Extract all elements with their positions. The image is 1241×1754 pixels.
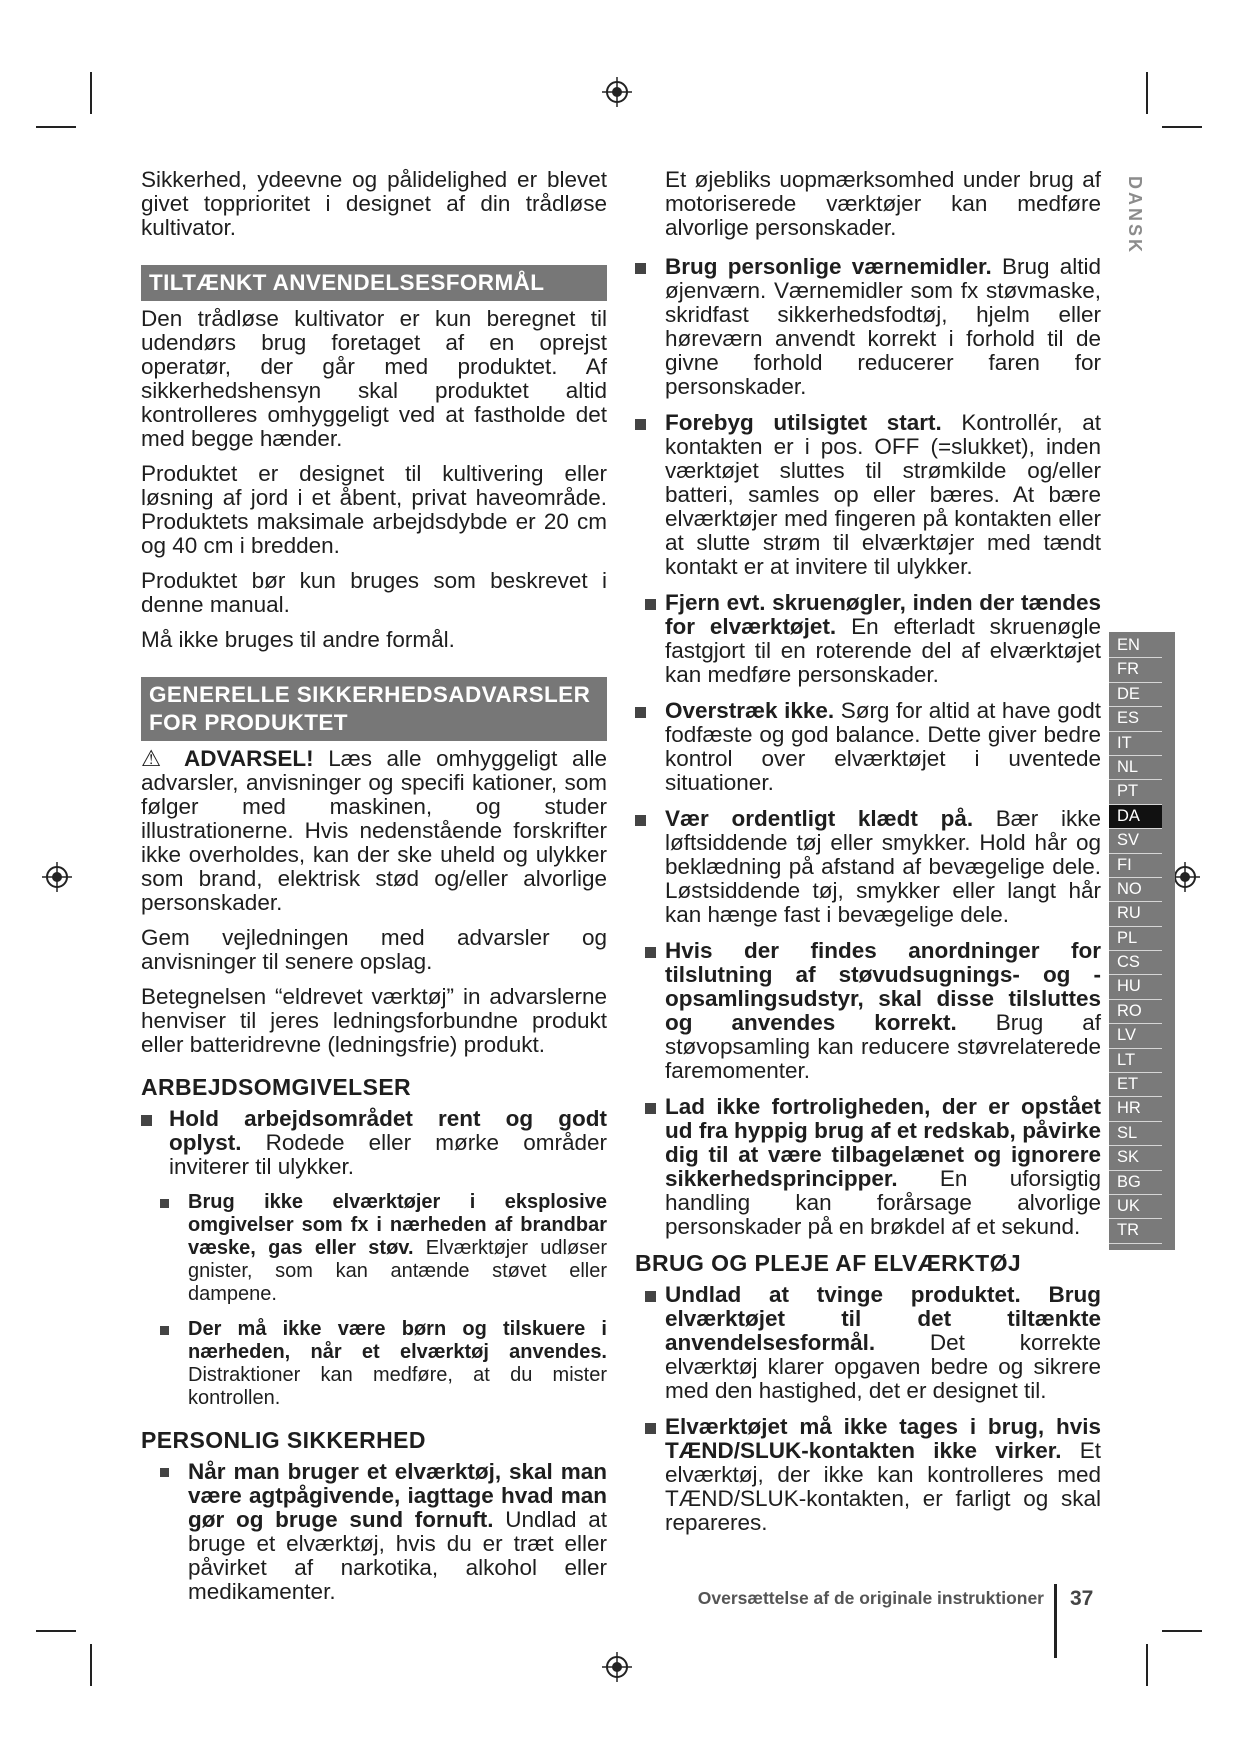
square-bullet-icon <box>635 263 646 274</box>
intro-paragraph: Et øjebliks uopmærksomhed under brug af motoriserede værktøjer kan medføre alvorlige personskader. <box>665 167 1101 240</box>
crop-mark <box>90 72 92 114</box>
warning-label: ADVARSEL! <box>184 746 314 771</box>
bullet-text: Undlad at bruge et elværktøj, hvis du er træt eller påvirket af narkotika, alkohol eller medikamenter. <box>188 1507 607 1604</box>
section-heading-general-safety: GENERELLE SIKKERHEDSADVARSLER FOR PRODUKTET <box>141 677 607 741</box>
language-tab-no[interactable]: NO <box>1109 878 1162 902</box>
language-tab-cs[interactable]: CS <box>1109 951 1162 975</box>
bullet-item <box>657 1415 1101 1535</box>
language-tab-it[interactable]: IT <box>1109 732 1162 756</box>
square-bullet-icon <box>160 1468 169 1477</box>
square-bullet-icon <box>160 1199 169 1208</box>
language-tab-lv[interactable]: LV <box>1109 1024 1162 1048</box>
footer-text: Oversættelse af de originale instruktioner <box>697 1588 1044 1608</box>
bullet-item <box>657 591 1101 687</box>
subheading-personal-safety: PERSONLIG SIKKERHED <box>141 1427 426 1453</box>
square-bullet-icon <box>645 1423 656 1434</box>
bullet-bold: Brug personlige værnemidler. <box>665 254 992 279</box>
language-tab-sv[interactable]: SV <box>1109 829 1162 853</box>
square-bullet-icon <box>635 707 646 718</box>
square-bullet-icon <box>645 947 656 958</box>
bullet-text: En uforsigtig handling kan forårsage alvorlige personskader på en brøkdel af et sekund. <box>665 1166 1101 1239</box>
bullet-text: Kontrollér, at kontakten er i pos. OFF (=slukket), inden værktøjet sluttes til strømkilde og/eller batteri, samles op eller bæres. At bære elværktøjer med fingeren på kontakten eller at slutte strøm til elværktøjer med tændt kontakt er at invitere til ulykker. <box>665 410 1102 579</box>
language-side-label: DANSK <box>1125 176 1145 256</box>
warning-text: Læs alle omhyggeligt alle advarsler, anvisninger og specifi kationer, som følger med maskinen, og studer illustrationerne. Hvis nedenstående forskrifter ikke overholdes, kan der ske uheld og ulykker som brand, elektrisk stød og/eller alvorlige personskader. <box>141 746 607 915</box>
crop-mark <box>1146 1644 1148 1686</box>
bullet-text: Brug altid øjenværn. Værnemidler som fx støvmaske, skridfast sikkerhedsfodtøj, hjelm eller høreværn anvendt korrekt i forhold til de givne forhold reducerer faren for personskader. <box>665 254 1101 399</box>
language-tab-hu[interactable]: HU <box>1109 975 1162 999</box>
bullet-item <box>141 1107 607 1179</box>
right-column <box>635 167 1102 1547</box>
left-column <box>141 168 607 1616</box>
language-tab-sk[interactable]: SK <box>1109 1146 1162 1170</box>
bullet-item <box>635 699 1101 795</box>
paragraph: Den trådløse kultivator er kun beregnet til udendørs brug foretaget af en oprejst operatør, der går med produktet. Af sikkerhedshensyn skal produktet altid kontrolleres omhyggeligt ved at fastholde det med begge hænder. <box>141 306 607 451</box>
section-heading-intended-use: TILTÆNKT ANVENDELSESFORMÅL <box>141 265 607 301</box>
bullet-item <box>160 1460 607 1604</box>
bullet-item <box>635 255 1101 399</box>
crop-mark <box>1162 1630 1202 1632</box>
language-tab-ro[interactable]: RO <box>1109 1000 1162 1024</box>
bullet-text: En efterladt skruenøgle fastgjort til en roterende del af elværktøjet kan medføre personskader. <box>665 614 1101 687</box>
square-bullet-icon <box>635 419 646 430</box>
bullet-bold: Brug ikke elværktøjer i eksplosive omgivelser som fx i nærheden af brandbar væske, gas eller støv. <box>188 1191 607 1259</box>
bullet-bold: Der må ikke være børn og tilskuere i nærheden, når et elværktøj anvendes. <box>188 1318 607 1363</box>
intro-paragraph: Sikkerhed, ydeevne og pålidelighed er blevet givet topprioritet i designet af din trådløse kultivator. <box>141 167 607 240</box>
registration-mark-icon <box>602 77 632 107</box>
bullet-item <box>635 411 1101 579</box>
language-tab-fr[interactable]: FR <box>1109 658 1162 682</box>
bullet-bold: Elværktøjet må ikke tages i brug, hvis TÆND/SLUK-kontakten ikke virker. <box>665 1414 1101 1463</box>
bullet-item <box>657 939 1101 1083</box>
bullet-bold: Hold arbejdsområdet rent og godt oplyst. <box>169 1106 607 1155</box>
language-tab-uk[interactable]: UK <box>1109 1195 1162 1219</box>
bullet-bold: Overstræk ikke. <box>665 698 835 723</box>
bullet-text: Rodede eller mørke områder inviterer til ulykker. <box>169 1130 607 1179</box>
language-tab-es[interactable]: ES <box>1109 707 1162 731</box>
subheading-work-area: ARBEJDSOMGIVELSER <box>141 1074 412 1100</box>
language-tab-et[interactable]: ET <box>1109 1073 1162 1097</box>
square-bullet-icon <box>635 815 646 826</box>
subheading-tool-care: BRUG OG PLEJE AF ELVÆRKTØJ <box>635 1250 1022 1276</box>
bullet-bold: Lad ikke fortroligheden, der er opstået ud fra hyppig brug af et redskab, påvirke dig til at være tilbagelænet og ignorere sikkerhedsprincipper. <box>665 1094 1101 1191</box>
crop-mark <box>36 1630 76 1632</box>
language-tab-da[interactable]: DA <box>1109 805 1162 829</box>
language-tab-nl[interactable]: NL <box>1109 756 1162 780</box>
bullet-item <box>160 1318 607 1410</box>
language-tab-en[interactable]: EN <box>1109 634 1162 658</box>
language-tab-de[interactable]: DE <box>1109 683 1162 707</box>
language-tab-pl[interactable]: PL <box>1109 927 1162 951</box>
square-bullet-icon <box>141 1115 152 1126</box>
bullet-item <box>160 1191 607 1306</box>
language-tab-lt[interactable]: LT <box>1109 1049 1162 1073</box>
square-bullet-icon <box>645 599 656 610</box>
square-bullet-icon <box>645 1103 656 1114</box>
crop-mark <box>1146 72 1148 114</box>
language-tab-tr[interactable]: TR <box>1109 1219 1162 1243</box>
registration-mark-icon <box>602 1652 632 1682</box>
square-bullet-icon <box>645 1291 656 1302</box>
bullet-text: Brug af støvopsamling kan reducere støvrelaterede faremomenter. <box>665 1010 1101 1083</box>
page-number: 37 <box>1070 1587 1094 1610</box>
bullet-item <box>657 1283 1101 1403</box>
language-tab-ru[interactable]: RU <box>1109 902 1162 926</box>
bullet-bold: Vær ordentligt klædt på. <box>665 806 974 831</box>
bullet-text: Det korrekte elværktøj klarer opgaven bedre og sikrere med den hastighed, det er designet til. <box>665 1330 1101 1403</box>
crop-mark <box>36 126 76 128</box>
language-tab-hr[interactable]: HR <box>1109 1097 1162 1121</box>
paragraph: Produktet bør kun bruges som beskrevet i denne manual. <box>141 568 607 617</box>
bullet-bold: Hvis der findes anordninger for tilslutning af støvudsugnings- og -opsamlingsudstyr, skal disse tilsluttes og anvendes korrekt. <box>665 938 1101 1035</box>
paragraph: Betegnelsen “eldrevet værktøj” in advarslerne henviser til jeres ledningsforbundne produkt eller batteridrevne (ledningsfrie) produkt. <box>141 984 607 1057</box>
warning-paragraph <box>141 747 607 915</box>
bullet-bold: Forebyg utilsigtet start. <box>665 410 942 435</box>
bullet-text: Sørg for altid at have godt fodfæste og god balance. Dette giver bedre kontrol over elværktøjet i uventede situationer. <box>665 698 1101 795</box>
bullet-bold: Undlad at tvinge produktet. Brug elværktøjet til det tiltænkte anvendelsesformål. <box>665 1282 1101 1355</box>
bullet-text: Distraktioner kan medføre, at du mister kontrollen. <box>188 1364 607 1409</box>
language-tab-strip <box>1109 632 1175 1250</box>
crop-mark <box>90 1644 92 1686</box>
bullet-text: Et elværktøj, der ikke kan kontrolleres med TÆND/SLUK-kontakten, er farligt og skal repareres. <box>665 1438 1101 1535</box>
registration-mark-icon <box>42 862 72 892</box>
warning-triangle-icon: ⚠ <box>141 746 170 771</box>
bullet-bold: Når man bruger et elværktøj, skal man være agtpågivende, iagttage hvad man gør og bruge sund fornuft. <box>188 1459 607 1532</box>
language-tab-sl[interactable]: SL <box>1109 1122 1162 1146</box>
bullet-item <box>635 807 1101 927</box>
bullet-item <box>657 1095 1101 1239</box>
crop-mark <box>1162 126 1202 128</box>
bullet-bold: Fjern evt. skruenøgler, inden der tændes for elværktøjet. <box>665 590 1101 639</box>
paragraph: Gem vejledningen med advarsler og anvisninger til senere opslag. <box>141 925 607 974</box>
paragraph: Produktet er designet til kultivering eller løsning af jord i et åbent, privat haveområde. Produktets maksimale arbejdsdybde er 20 cm og 40 cm i bredden. <box>141 461 607 558</box>
footer-divider <box>1054 1584 1057 1658</box>
language-tab-bg[interactable]: BG <box>1109 1171 1162 1195</box>
paragraph: Må ikke bruges til andre formål. <box>141 627 455 652</box>
language-tab-pt[interactable]: PT <box>1109 780 1162 804</box>
bullet-text: Elværktøjer udløser gnister, som kan antænde støvet eller dampene. <box>188 1237 607 1305</box>
language-tab-fi[interactable]: FI <box>1109 854 1162 878</box>
bullet-text: Bær ikke løftsiddende tøj eller smykker. Hold hår og beklædning på afstand af bevægelige dele. Løstsiddende tøj, smykker eller langt hår kan hænge fast i bevægelige dele. <box>665 806 1101 927</box>
square-bullet-icon <box>160 1326 169 1335</box>
